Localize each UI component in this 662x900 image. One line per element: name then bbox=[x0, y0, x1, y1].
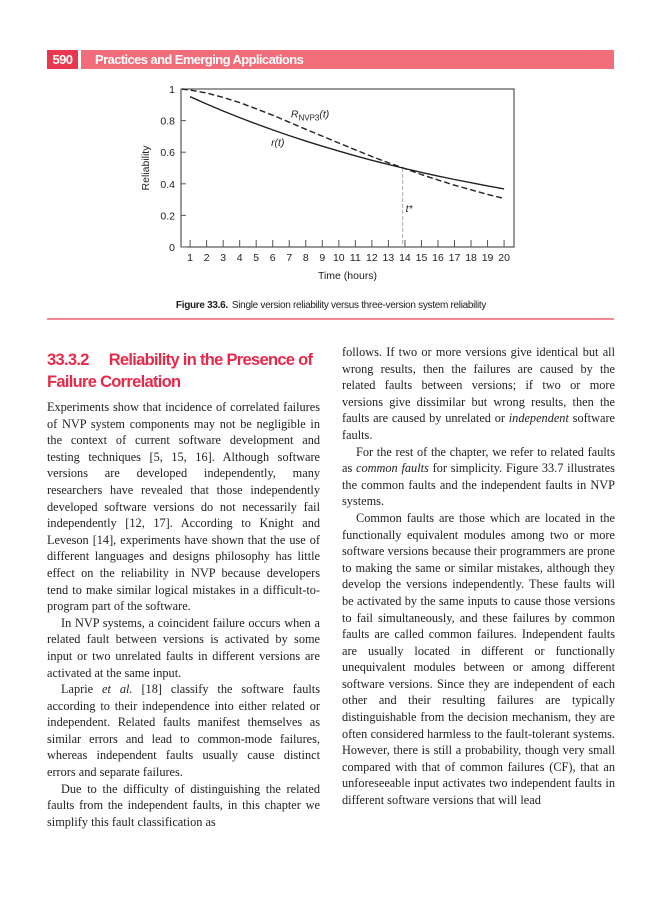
running-title: Practices and Emerging Applications bbox=[95, 52, 304, 67]
x-tick-label: 18 bbox=[465, 252, 477, 264]
x-tick-label: 12 bbox=[366, 252, 378, 264]
x-tick-label: 15 bbox=[415, 252, 428, 264]
y-tick-label: 0.2 bbox=[160, 210, 175, 223]
text-run: Common faults are those which are located in the functionally equivalent modules among two or more software versions because their programmers are prone to making the same or similar mistakes, although they develop the versions independently. These faults will be activated by the same inputs to cause those versions to fail simultaneously, and these failures by common faults are called common failures. Independent faults are usually located in different or functionally unequivalent modules between or among different software versions. Since they are independent of each other and their resulting failures are typically distinguishable from the decision mechanism, they are often considered harmless to the fault-tolerant systems. However, there is still a probability, though very small compared with that of common failures (CF), that an unforeseeable input activates two independent faults in different software versions that will lead bbox=[342, 510, 615, 808]
x-tick-label: 3 bbox=[220, 252, 227, 264]
x-tick-label: 20 bbox=[498, 252, 510, 264]
x-tick-label: 8 bbox=[302, 252, 309, 264]
italic-text: common faults bbox=[356, 461, 429, 476]
text-run: for simplicity. Figure 33.7 illustrates the common faults and the independent faults in NVP systems. bbox=[342, 461, 615, 509]
x-tick-label: 16 bbox=[432, 252, 444, 264]
section-title: Reliability in the Presence of Failure Correlation bbox=[47, 351, 313, 391]
x-tick-label: 2 bbox=[203, 252, 210, 264]
r-series-label: r(t) bbox=[271, 136, 285, 149]
rnvp3-series-line bbox=[182, 89, 504, 199]
x-tick-label: 5 bbox=[253, 252, 260, 264]
text-run: In NVP systems, a coincident failure occurs when a related fault between versions is activated by some input or two unrelated faults in different versions are activated at the same input. bbox=[47, 615, 320, 680]
caption-text: Single version reliability versus three-version system reliability bbox=[231, 300, 487, 311]
caption-label: Figure 33.6. bbox=[175, 300, 228, 311]
x-tick-label: 4 bbox=[236, 252, 243, 264]
y-tick-label: 1 bbox=[169, 84, 175, 96]
rnvp3-series-label: $R_{NVP3}(t)$ bbox=[290, 108, 330, 123]
italic-text: independent bbox=[508, 411, 569, 426]
italic-text: et al. bbox=[102, 682, 133, 697]
x-tick-label: 17 bbox=[448, 252, 461, 264]
t-star-label: t* bbox=[405, 203, 413, 216]
x-tick-label: 6 bbox=[269, 252, 276, 264]
page-number: 590 bbox=[47, 50, 78, 69]
x-tick-label: 9 bbox=[319, 252, 326, 264]
divider bbox=[47, 318, 614, 320]
y-tick-label: 0 bbox=[169, 242, 175, 254]
r-series-line bbox=[190, 97, 504, 189]
running-header bbox=[81, 50, 614, 69]
text-run: [18] classify the software faults according to their independence into either related or independent. Related faults manifest themselves as similar errors and lead to common-mode failures, whereas independent faults usually cause distinct errors and separate failures. bbox=[47, 682, 320, 780]
paragraph bbox=[342, 510, 615, 809]
text-run: software faults. bbox=[342, 411, 615, 442]
paragraph bbox=[47, 781, 320, 831]
y-tick-label: 0.8 bbox=[160, 115, 175, 128]
reliability-chart bbox=[0, 80, 662, 295]
x-tick-label: 11 bbox=[349, 252, 361, 264]
plot-frame bbox=[181, 89, 514, 247]
x-axis-label: Time (hours) bbox=[317, 270, 378, 282]
x-tick-label: 7 bbox=[286, 252, 293, 264]
y-tick-label: 0.4 bbox=[160, 178, 175, 191]
text-run: Experiments show that incidence of correlated failures of NVP system components may not be negligible in the context of current software development and testing techniques [5, 15, 16]. Although software versions are developed independently, many researchers have revealed that those independently developed software versions do not necessarily fail independently [12, 17]. According to Knight and Leveson [14], experiments have shown that the use of different languages and designs philosophy has little effect on the reliability in NVP because developers tend to make similar logical mistakes in a difficult-to-program part of the software. bbox=[47, 400, 320, 614]
section-heading bbox=[47, 349, 327, 393]
x-tick-label: 1 bbox=[187, 252, 194, 264]
x-tick-label: 14 bbox=[399, 252, 411, 264]
paragraph bbox=[342, 344, 615, 444]
paragraph bbox=[47, 615, 320, 681]
right-column bbox=[342, 344, 615, 809]
left-column bbox=[47, 399, 320, 830]
text-run: Due to the difficulty of distinguishing the related faults from the independent faults, in this chapter we simplify this fault classification as bbox=[47, 781, 320, 829]
x-tick-label: 19 bbox=[481, 252, 494, 264]
y-axis-label: Reliability bbox=[140, 145, 152, 191]
y-tick-label: 0.6 bbox=[160, 147, 175, 160]
x-tick-label: 13 bbox=[382, 252, 395, 264]
text-run: follows. If two or more versions give identical but all wrong results, then the failures are caused by the related faults between versions; if two or more versions give dissimilar but wrong results, then the faults are caused by unrelated or bbox=[342, 345, 615, 426]
figure-caption bbox=[0, 300, 662, 311]
text-run: For the rest of the chapter, we refer to related faults as bbox=[342, 444, 615, 476]
paragraph bbox=[47, 399, 320, 615]
text-run: Laprie bbox=[61, 682, 103, 697]
paragraph bbox=[342, 444, 615, 510]
paragraph bbox=[47, 681, 320, 781]
x-tick-label: 10 bbox=[332, 252, 345, 264]
section-number: 33.3.2 bbox=[47, 351, 89, 369]
